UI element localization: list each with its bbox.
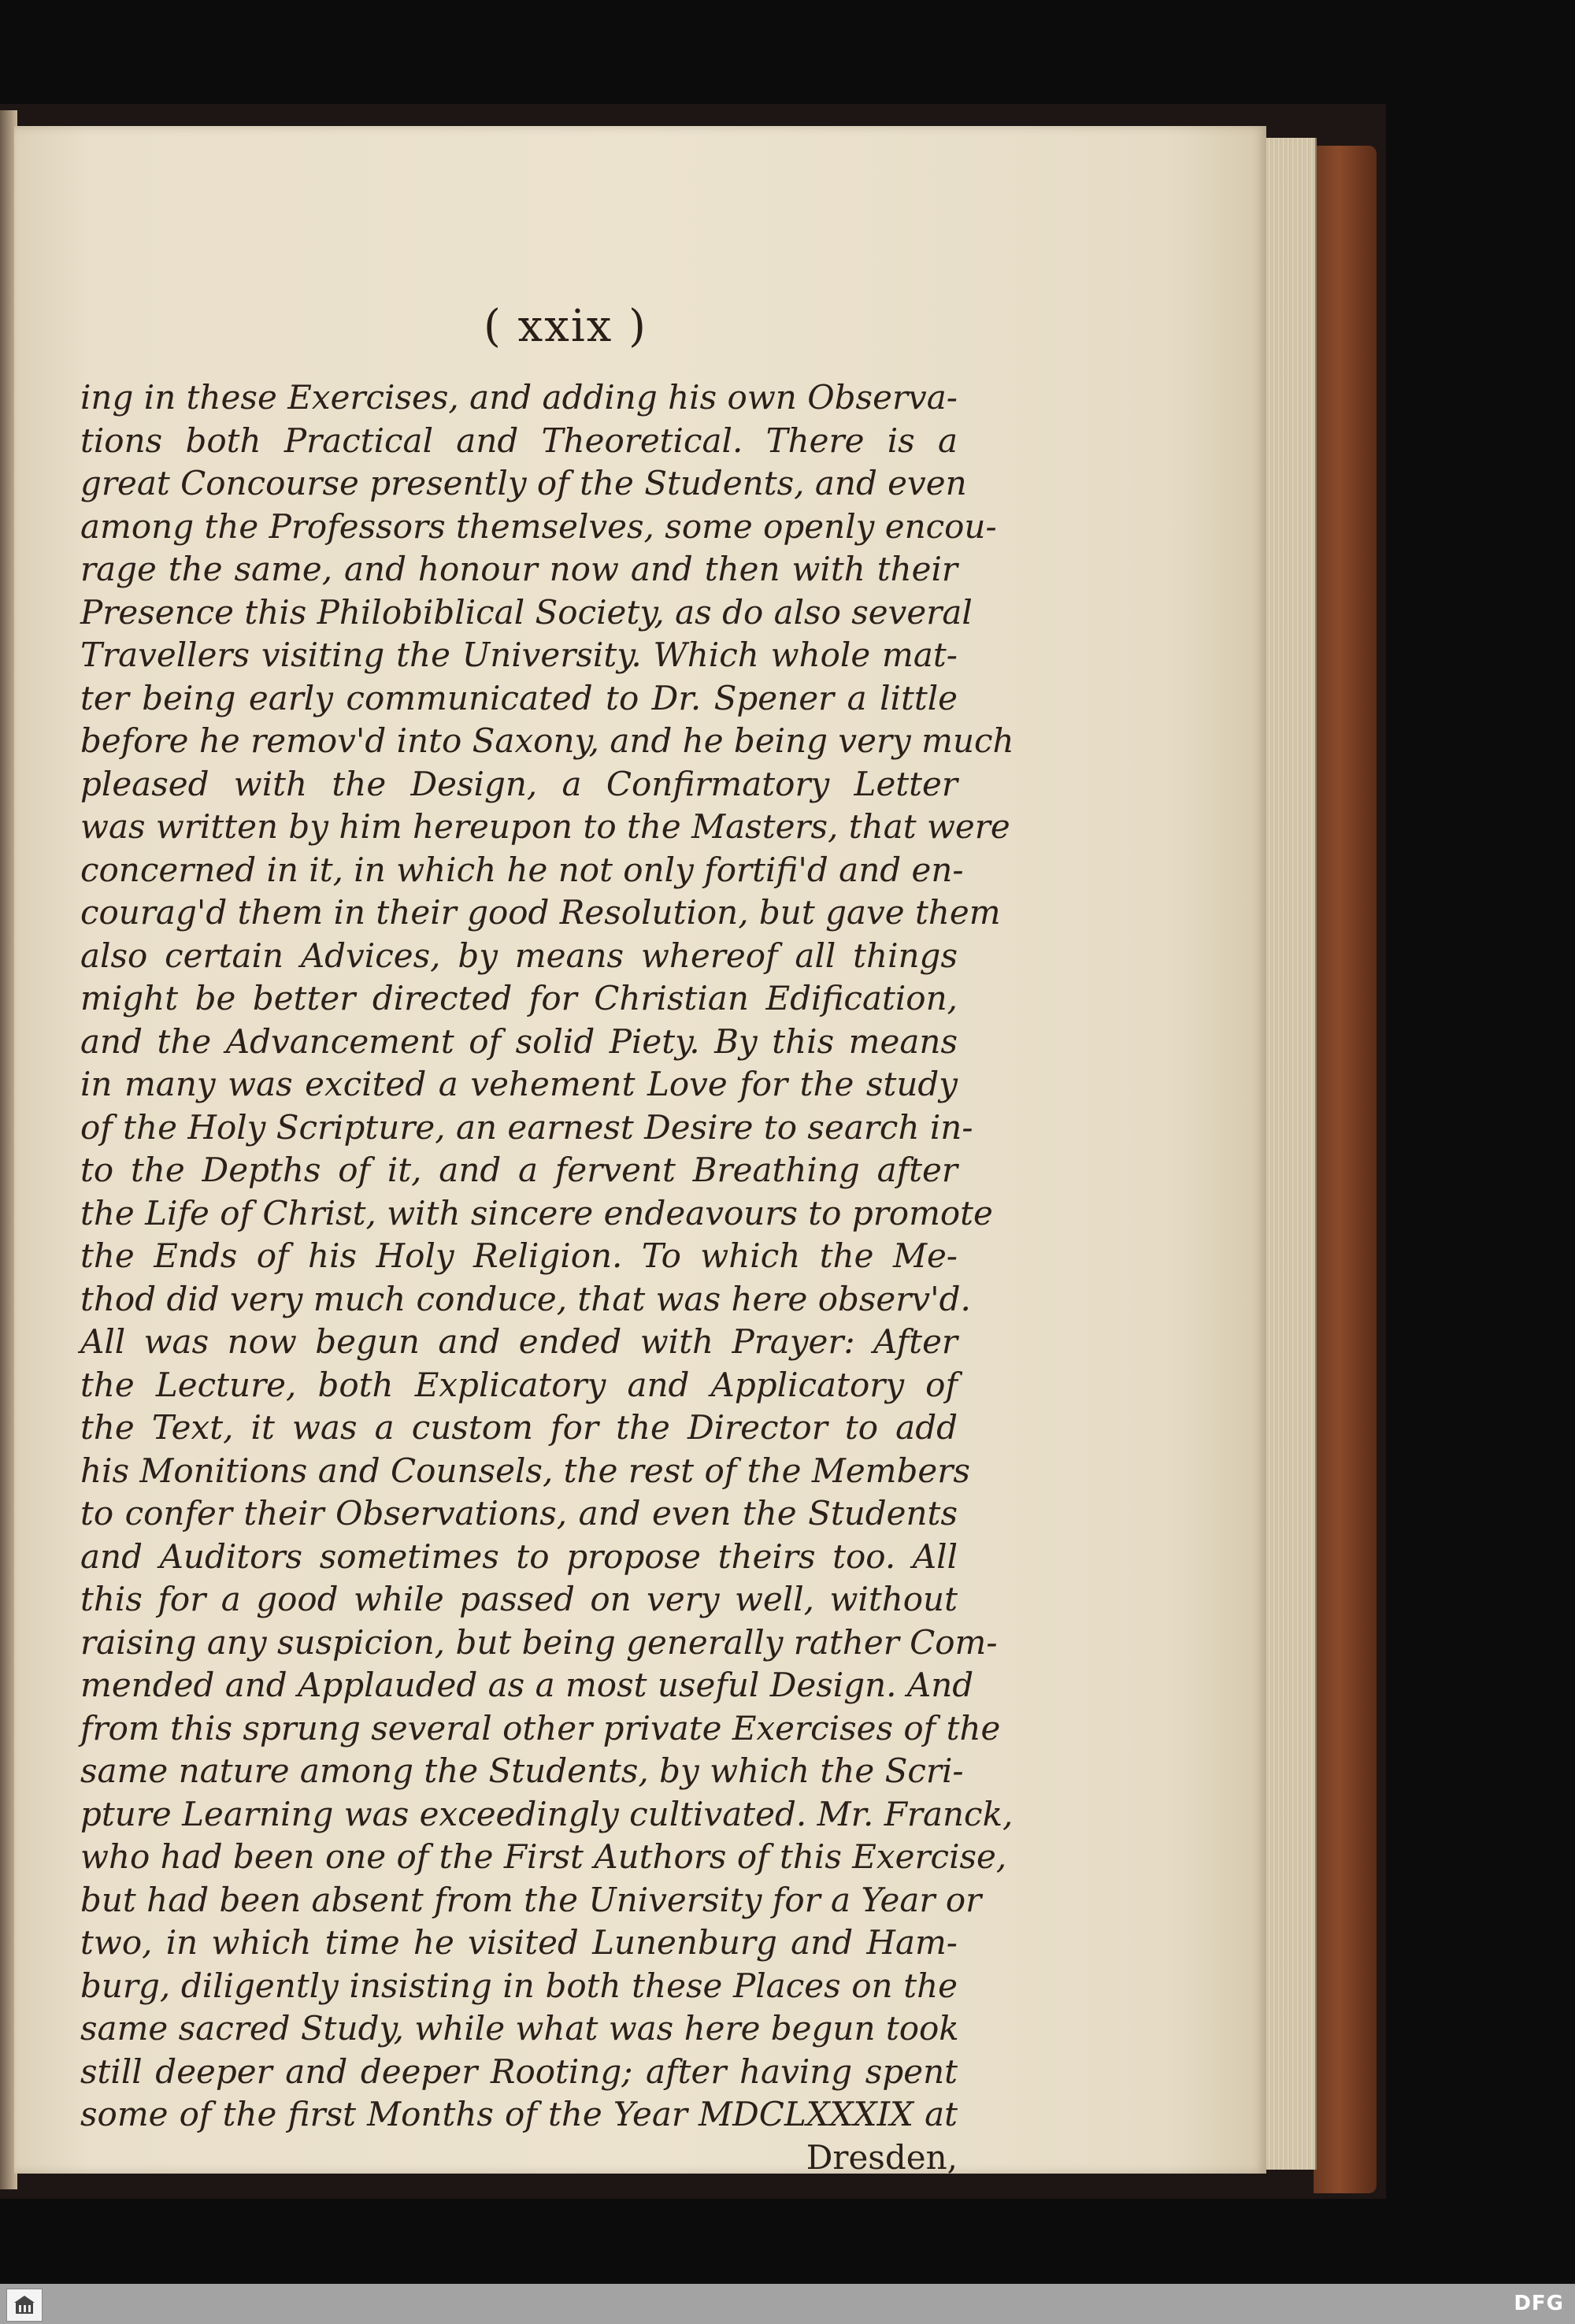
text-line: ing in these Exercises, and adding his own Observa- xyxy=(80,378,958,417)
text-line: Presence this Philobiblical Society, as do also several xyxy=(80,592,973,632)
text-line: from this sprung several other private Exercises of the xyxy=(80,1708,1001,1748)
text-line: the Ends of his Holy Religion. To which the Me- xyxy=(80,1236,958,1275)
text-line: Travellers visiting the University. Which whole mat- xyxy=(80,636,958,674)
text-line: burg, diligently insisting in both these Places on the xyxy=(80,1966,958,2005)
catchword: Dresden, xyxy=(806,2137,958,2177)
book-cover-edge xyxy=(1314,146,1377,2193)
text-line: and the Advancement of solid Piety. By this means xyxy=(80,1021,958,1061)
page-text-block xyxy=(80,376,1014,2179)
text-line: to confer their Observations, and even the Students xyxy=(80,1494,958,1533)
text-line: raising any suspicion, but being generally rather Com- xyxy=(80,1622,998,1662)
text-line: same sacred Study, while what was here begun took xyxy=(80,2009,959,2048)
text-line: tions both Practical and Theoretical. There is a xyxy=(80,421,958,460)
text-line: pleased with the Design, a Confirmatory Letter xyxy=(80,764,958,803)
text-line: the Text, it was a custom for the Director to add xyxy=(80,1408,958,1447)
text-line: this for a good while passed on very well, without xyxy=(80,1580,958,1618)
page-number: ( xxix ) xyxy=(484,301,647,352)
text-line: also certain Advices, by means whereof all things xyxy=(80,936,958,975)
text-line: same nature among the Students, by which the Scri- xyxy=(80,1751,964,1790)
text-line: concerned in it, in which he not only fortifi'd and en- xyxy=(80,850,964,889)
text-line: courag'd them in their good Resolution, but gave them xyxy=(80,893,1001,932)
text-line: the Life of Christ, with sincere endeavours to promote xyxy=(80,1193,993,1232)
book-page xyxy=(14,126,1266,2177)
text-line: pture Learning was exceedingly cultivated. Mr. Franck, xyxy=(80,1794,1014,1833)
text-line: of the Holy Scripture, an earnest Desire to search in- xyxy=(80,1107,973,1147)
text-line: All was now begun and ended with Prayer: After xyxy=(80,1322,958,1361)
text-line: thod did very much conduce, that was here observ'd. xyxy=(80,1279,971,1318)
text-line: the Lecture, both Explicatory and Applicatory of xyxy=(80,1365,958,1404)
text-line: some of the first Months of the Year MDCLXXXIX at xyxy=(80,2095,958,2133)
text-line: his Monitions and Counsels, the rest of the Members xyxy=(80,1451,970,1490)
text-line: before he remov'd into Saxony, and he being very much xyxy=(80,721,1014,760)
text-line: still deeper and deeper Rooting; after having spent xyxy=(80,2052,958,2091)
text-line: in many was excited a vehement Love for the study xyxy=(80,1065,958,1103)
text-line: to the Depths of it, and a fervent Breathing after xyxy=(80,1151,958,1189)
text-line: among the Professors themselves, some openly encou- xyxy=(80,506,997,546)
viewer-footer-bar xyxy=(0,2284,1575,2324)
text-line: two, in which time he visited Lunenburg and Ham- xyxy=(80,1923,958,1962)
text-line: ter being early communicated to Dr. Spener a little xyxy=(80,678,958,717)
text-line: mended and Applauded as a most useful Design. And xyxy=(80,1666,974,1704)
text-line: was written by him hereupon to the Masters, that were xyxy=(80,807,1010,846)
library-logo-icon[interactable] xyxy=(6,2289,43,2322)
text-line: rage the same, and honour now and then with their xyxy=(80,550,958,588)
text-line: might be better directed for Christian Edification, xyxy=(80,979,958,1017)
dfg-logo: DFG xyxy=(1514,2292,1564,2315)
text-line: great Concourse presently of the Students, and even xyxy=(80,464,967,502)
text-line: and Auditors sometimes to propose theirs too. All xyxy=(80,1536,958,1576)
text-line: who had been one of the First Authors of this Exercise, xyxy=(80,1837,1007,1876)
text-line: but had been absent from the University for a Year or xyxy=(80,1880,982,1919)
